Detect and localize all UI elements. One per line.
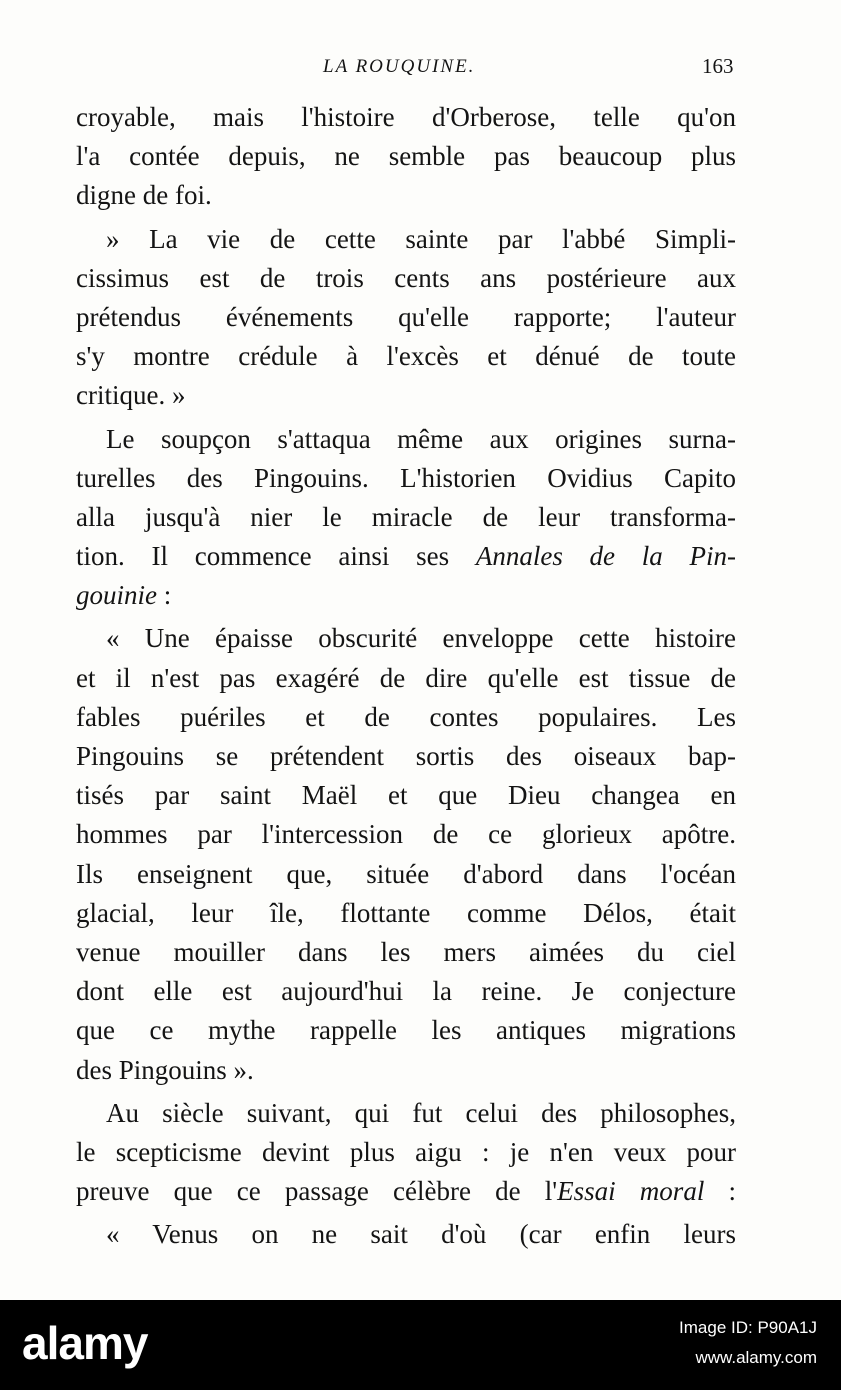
text-line: que ce mythe rappelle les antiques migrations — [76, 1015, 736, 1046]
text-line: digne de foi. — [76, 180, 212, 211]
text-line: « Une épaisse obscurité enveloppe cette histoire — [106, 623, 736, 654]
text-line: preuve que ce passage célèbre de l'Essai moral : — [76, 1176, 736, 1207]
image-id-label: Image ID: P90A1J — [679, 1318, 817, 1337]
text-line: s'y montre crédule à l'excès et dénué de toute — [76, 341, 736, 372]
watermark-bar — [0, 1300, 841, 1390]
text-line: alla jusqu'à nier le miracle de leur transforma- — [76, 501, 736, 532]
text-line: dont elle est aujourd'hui la reine. Je conjecture — [76, 976, 736, 1007]
text-line: prétendus événements qu'elle rapporte; l'auteur — [76, 301, 736, 332]
text-line: venue mouiller dans les mers aimées du ciel — [76, 936, 736, 967]
text-line: turelles des Pingouins. L'historien Ovidius Capito — [76, 462, 736, 493]
site-url: www.alamy.com — [695, 1348, 817, 1367]
text-line: hommes par l'intercession de ce glorieux apôtre. — [76, 819, 736, 850]
text-line: et il n'est pas exagéré de dire qu'elle est tissue de — [76, 662, 736, 693]
text-line: « Venus on ne sait d'où (car enfin leurs — [106, 1219, 736, 1250]
alamy-logo: alamy — [22, 1317, 148, 1369]
text-line: fables puériles et de contes populaires. Les — [76, 701, 736, 732]
text-line: le scepticisme devint plus aigu : je n'en veux pour — [76, 1136, 736, 1167]
body-text — [76, 98, 736, 1254]
text-line: Au siècle suivant, qui fut celui des philosophes, — [106, 1097, 736, 1128]
text-line: tion. Il commence ainsi ses Annales de la Pin- — [76, 541, 736, 572]
text-line: l'a contée depuis, ne semble pas beaucoup plus — [76, 141, 736, 172]
text-line: Pingouins se prétendent sortis des oiseaux bap- — [76, 741, 736, 771]
page-number: 163 — [702, 54, 734, 78]
text-line: Le soupçon s'attaqua même aux origines surna- — [106, 423, 736, 454]
text-line: Ils enseignent que, située d'abord dans l'océan — [76, 858, 736, 889]
text-line: glacial, leur île, flottante comme Délos, était — [76, 897, 736, 928]
text-line: » La vie de cette sainte par l'abbé Simpli- — [106, 223, 736, 254]
text-line: croyable, mais l'histoire d'Orberose, telle qu'on — [76, 102, 736, 132]
text-line: gouinie : — [76, 580, 172, 611]
text-line: critique. » — [76, 380, 186, 411]
running-head — [0, 52, 841, 86]
running-title: LA ROUQUINE. — [323, 56, 476, 77]
text-line: des Pingouins ». — [76, 1054, 254, 1085]
text-line: tisés par saint Maël et que Dieu changea en — [76, 780, 736, 811]
text-line: cissimus est de trois cents ans postérieure aux — [76, 262, 736, 293]
